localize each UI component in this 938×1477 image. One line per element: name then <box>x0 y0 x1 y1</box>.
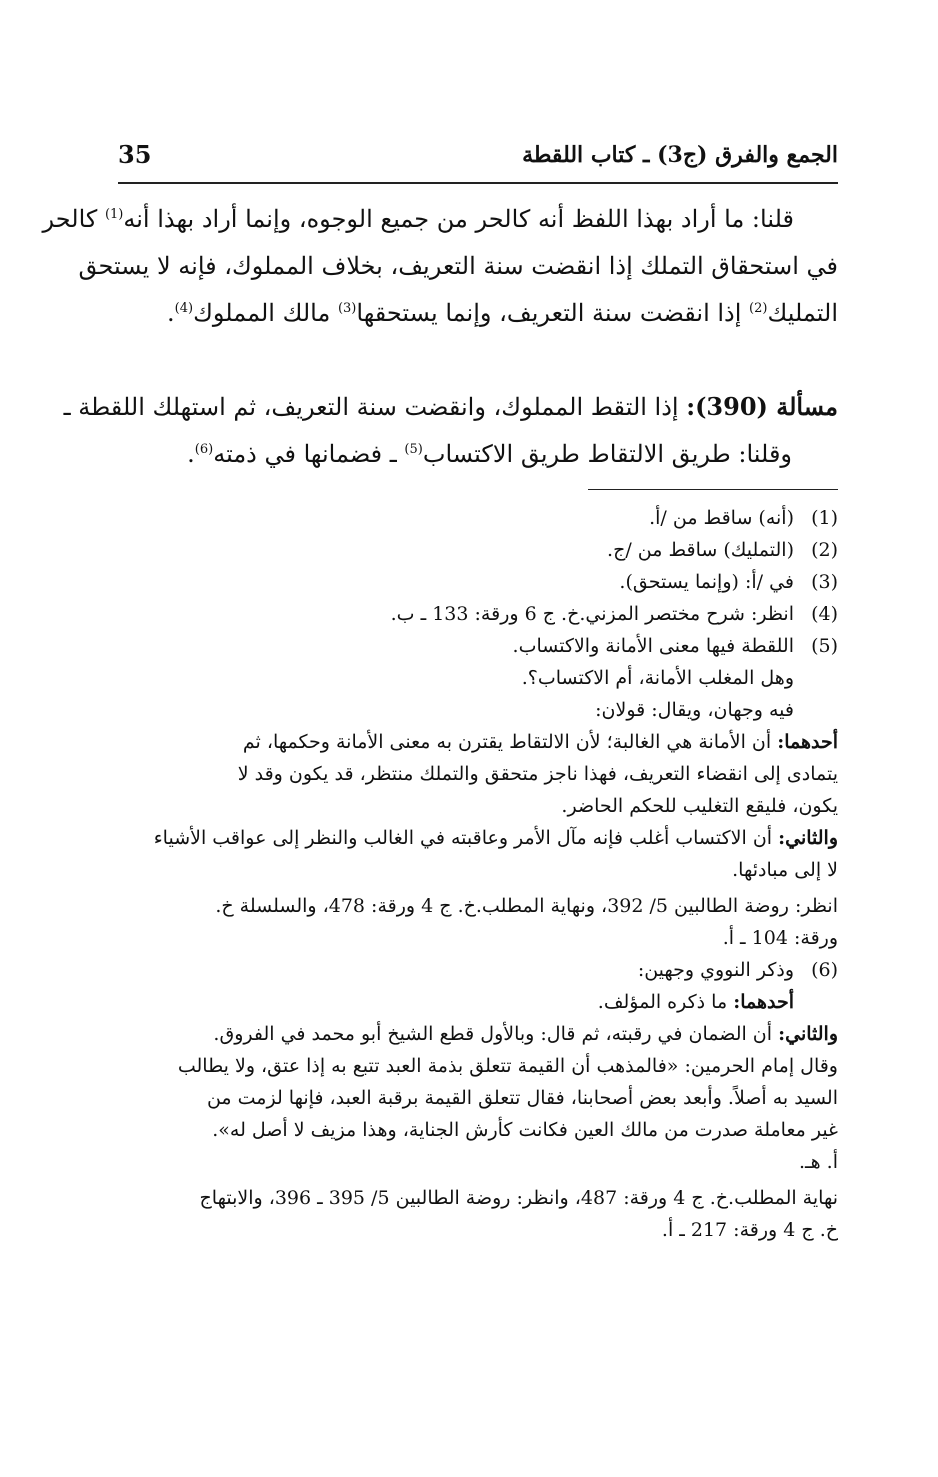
question-line-1 <box>63 383 838 431</box>
footnote-1 <box>118 502 838 534</box>
footnote-ref-5[interactable]: (5) <box>404 442 423 457</box>
footnote-line: وقال إمام الحرمين: «فالمذهب أن القيمة تتعلق بذمة العبد تتبع به إذا عتق، ولا يطالب <box>177 1055 838 1077</box>
lead-in-label: أحدهما: <box>733 991 794 1013</box>
paragraph-1-line-2: في استحقاق التملك إذا انقضت سنة التعريف، بخلاف المملوك، فإنه لا يستحق <box>78 252 838 280</box>
footnote-2 <box>118 534 838 566</box>
text-span: وقلنا: طريق الالتقاط طريق الاكتساب <box>422 440 792 468</box>
footnote-ref-3[interactable]: (3) <box>337 301 357 316</box>
footnote-line: ورقة: 104 ـ أ. <box>722 927 838 949</box>
page-header <box>118 138 838 184</box>
footnote-line: وهل المغلب الأمانة، أم الاكتساب؟. <box>521 667 794 689</box>
paragraph-1 <box>42 196 838 337</box>
footnote-divider <box>588 489 838 490</box>
footnote-line: يتمادى إلى انقضاء التعريف، فهذا ناجز متحقق والتملك منتظر، قد يكون وقد لا <box>237 763 838 785</box>
question-line-2 <box>118 431 838 478</box>
footnote-line: فيه وجهان، ويقال: قولان: <box>595 699 794 721</box>
footnote-line: يكون، فليقع التغليب للحكم الحاضر. <box>561 795 838 817</box>
lead-in-label: والثاني: <box>778 1023 838 1045</box>
footnote-number: (5) <box>811 635 838 657</box>
footnote-line: والثاني: أن الاكتساب أغلب فإنه مآل الأمر وعاقبته في الغالب والنظر إلى عواقب الأشياء <box>153 827 838 849</box>
running-title: الجمع والفرق (ج3) ـ كتاب اللقطة <box>522 142 838 168</box>
footnote-line: السيد به أصلاً. وأبعد بعض أصحابنا، فقال تتعلق القيمة برقبة العبد، فإنها لزمت من <box>206 1087 838 1109</box>
text-span: مالك المملوك <box>193 299 338 327</box>
text-span: التمليك <box>767 299 838 327</box>
footnote-ref-2[interactable]: (2) <box>749 301 768 316</box>
footnote-line: خ. ج 4 ورقة: 217 ـ أ. <box>661 1219 838 1241</box>
footnote-3 <box>118 566 838 598</box>
text-span: ـ فضمانها في ذمته <box>213 440 405 468</box>
footnote-4 <box>118 598 838 630</box>
footnote-ref-6[interactable]: (6) <box>194 442 214 457</box>
footnote-line: أحدهما: ما ذكره المؤلف. <box>597 991 794 1013</box>
paragraph-1-line-3 <box>118 290 838 337</box>
footnote-line: نهاية المطلب.خ. ج 4 ورقة: 487، وانظر: روضة الطالبين 5/ 395 ـ 396، والابتهاج <box>199 1187 838 1209</box>
text-span: قلنا: ما أراد بهذا اللفظ أنه كالحر من جميع الوجوه، وإنما أراد بهذا أنه <box>123 205 794 233</box>
footnote-line: (أنه) ساقط من /أ. <box>649 507 794 529</box>
footnote-line: والثاني: أن الضمان في رقبته، ثم قال: وبالأول قطع الشيخ أبو محمد في الفروق. <box>213 1023 838 1045</box>
footnote-ref-4[interactable]: (4) <box>174 301 194 316</box>
text-span: . <box>187 440 195 468</box>
footnote-line: لا إلى مبادئها. <box>732 859 838 881</box>
footnotes <box>118 502 838 1246</box>
footnote-line: انظر: روضة الطالبين 5/ 392، ونهاية المطلب.خ. ج 4 ورقة: 478، والسلسلة خ. <box>215 895 838 917</box>
footnote-number: (1) <box>811 507 838 529</box>
footnote-ref-1[interactable]: (1) <box>104 207 124 222</box>
text-span: . <box>167 299 175 327</box>
paragraph-1-line-1 <box>42 196 838 243</box>
page-number: 35 <box>118 140 152 169</box>
footnote-number: (2) <box>811 539 838 561</box>
footnote-5 <box>118 630 838 954</box>
lead-in-label: والثاني: <box>778 827 838 849</box>
text-span: إذا انقضت سنة التعريف، وإنما يستحقها <box>356 299 750 327</box>
question-paragraph <box>63 383 838 478</box>
footnote-number: (4) <box>811 603 838 625</box>
footnote-line: اللقطة فيها معنى الأمانة والاكتساب. <box>512 635 794 657</box>
footnote-number: (3) <box>811 571 838 593</box>
footnote-number: (6) <box>811 959 838 981</box>
footnote-line: غير معاملة صدرت من مالك العين فكانت كأرش الجناية، وهذا مزيف لا أصل له». <box>212 1119 838 1141</box>
footnote-line: وذكر النووي وجهين: <box>637 959 794 981</box>
question-label: مسألة (390): <box>686 392 838 421</box>
footnote-line: (التمليك) ساقط من /ج. <box>607 539 794 561</box>
text-span: كالحر <box>42 205 105 233</box>
footnote-6 <box>118 954 838 1246</box>
lead-in-label: أحدهما: <box>777 731 838 753</box>
footnote-line: أحدهما: أن الأمانة هي الغالبة؛ لأن الالتقاط يقترن به معنى الأمانة وحكمها، ثم <box>242 731 838 753</box>
text-span: إذا التقط المملوك، وانقضت سنة التعريف، ثم استهلك اللقطة ـ <box>63 393 687 421</box>
footnote-line: في /أ: (وإنما يستحق). <box>619 571 794 593</box>
footnote-line: انظر: شرح مختصر المزني.خ. ج 6 ورقة: 133 ـ ب. <box>390 603 794 625</box>
footnote-line: أ. هـ. <box>799 1151 838 1173</box>
